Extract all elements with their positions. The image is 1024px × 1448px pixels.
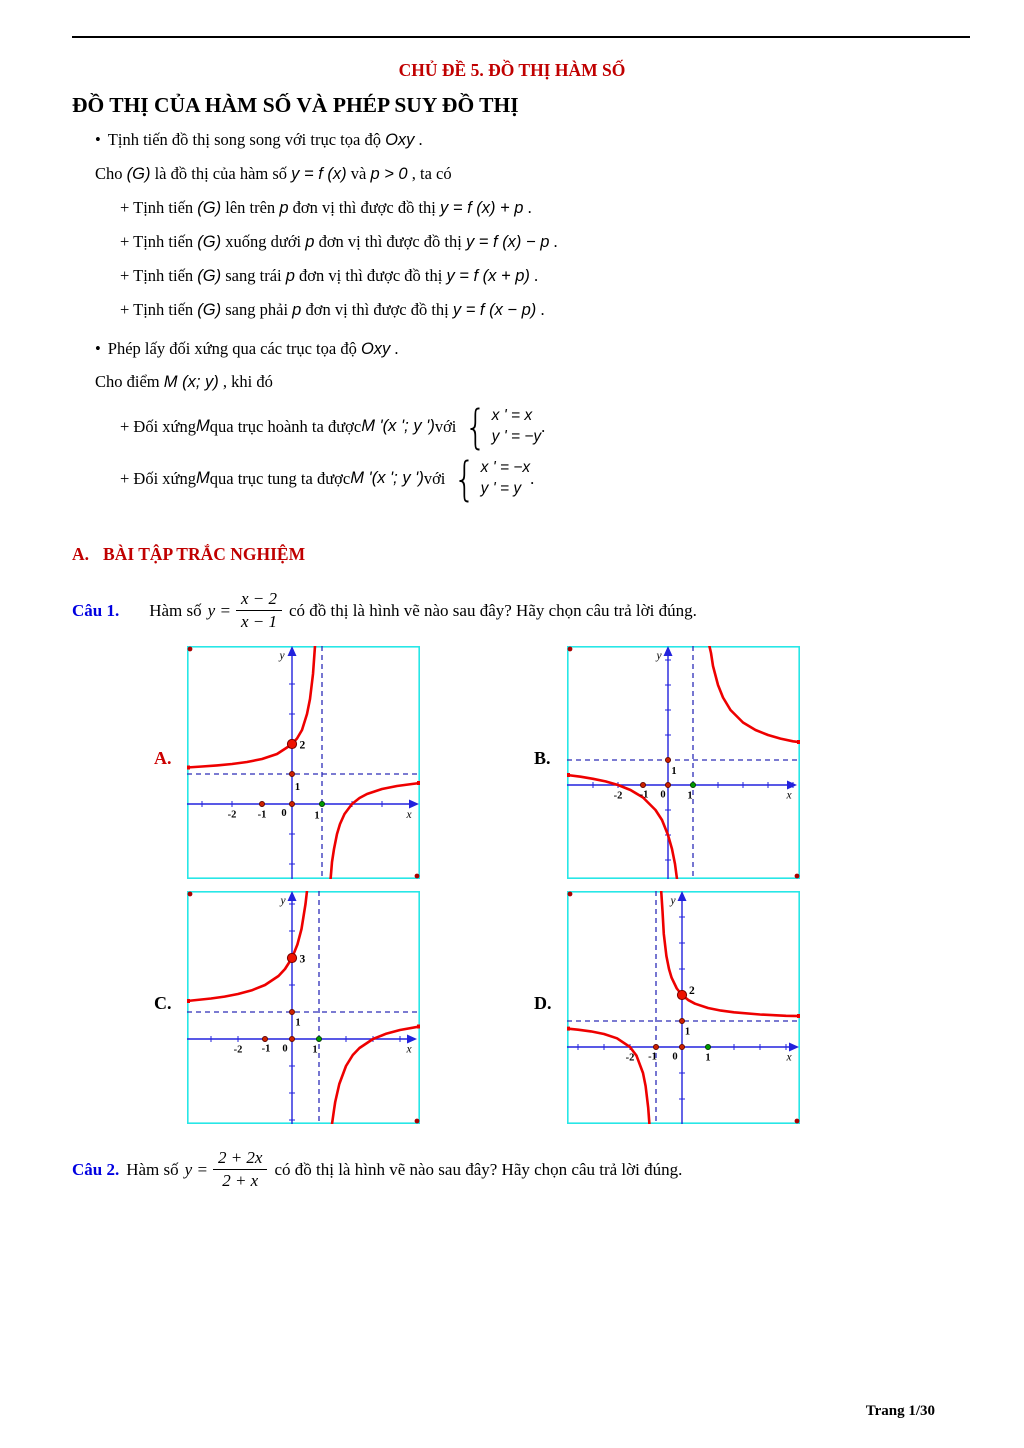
equation-line: y ' = y bbox=[480, 480, 522, 498]
math-segment: y = f (x − p) bbox=[452, 300, 537, 319]
math-segment: y = f (x) + p bbox=[440, 198, 524, 217]
text-segment: đơn vị thì được đồ thị bbox=[288, 197, 441, 217]
math-segment: (G) bbox=[197, 232, 222, 251]
x-tick-label: 1 bbox=[705, 1052, 711, 1064]
graph-d-plot bbox=[567, 891, 800, 1124]
text-segment: + Tịnh tiến bbox=[120, 231, 198, 251]
curve-endpoint bbox=[797, 1014, 800, 1018]
corner-point bbox=[568, 892, 573, 897]
x-tick-label: -1 bbox=[257, 809, 267, 821]
text-segment: . bbox=[523, 197, 532, 217]
marked-point bbox=[287, 954, 296, 963]
corner-point bbox=[188, 647, 193, 652]
text-segment: Cho bbox=[95, 163, 127, 183]
graph-option-b bbox=[534, 646, 800, 879]
text-segment: đơn vị thì được đồ thị bbox=[314, 231, 466, 251]
system-equations bbox=[492, 406, 541, 448]
point-minus1-0 bbox=[259, 802, 264, 807]
math-segment: (G) bbox=[197, 266, 222, 285]
math-segment: M bbox=[196, 469, 210, 488]
math-segment: (G) bbox=[197, 300, 222, 319]
x-axis-letter: x bbox=[786, 789, 792, 802]
text-segment: đơn vị thì được đồ thị bbox=[294, 265, 447, 285]
math-segment: y = f (x + p) bbox=[446, 266, 530, 285]
math-segment: (G) bbox=[197, 198, 222, 217]
question-2-label: Câu 2. bbox=[72, 1159, 120, 1179]
x-axis-letter: x bbox=[406, 809, 412, 822]
page-number: Trang 1/30 bbox=[865, 1403, 935, 1419]
x-tick-label: -1 bbox=[261, 1043, 271, 1055]
text-segment: với bbox=[423, 469, 446, 489]
question-1-y-equals: y = bbox=[207, 600, 231, 620]
y-tick-label: 1 bbox=[671, 766, 677, 778]
y-axis-letter: y bbox=[279, 650, 285, 663]
x-axis-arrow bbox=[789, 1043, 799, 1052]
hyperbola-left-branch bbox=[567, 1029, 649, 1124]
graph-option-a bbox=[154, 646, 420, 879]
marked-point bbox=[287, 740, 296, 749]
text-segment: và bbox=[346, 163, 371, 183]
curve-endpoint bbox=[187, 766, 190, 770]
plot-frame bbox=[568, 647, 799, 878]
x-tick-label: -2 bbox=[625, 1052, 635, 1064]
point-1-0 bbox=[316, 1037, 321, 1042]
theory-line-translate-down bbox=[120, 230, 952, 255]
origin-point bbox=[665, 783, 670, 788]
corner-point bbox=[415, 1119, 420, 1124]
graph-option-c bbox=[154, 891, 420, 1124]
x-tick-label: -1 bbox=[639, 789, 649, 801]
plot-frame bbox=[568, 892, 799, 1123]
theory-line-translate-left bbox=[120, 264, 952, 289]
fraction-denominator: 2 + x bbox=[222, 1171, 259, 1191]
point-1-0 bbox=[690, 783, 695, 788]
fraction-denominator: x − 1 bbox=[240, 612, 277, 632]
text-segment: là đồ thị của hàm số bbox=[150, 163, 292, 183]
section-a-title: BÀI TẬP TRẮC NGHIỆM bbox=[103, 544, 306, 565]
graph-d-label: D. bbox=[534, 993, 552, 1014]
graph-b-plot bbox=[567, 646, 800, 879]
x-tick-label: 0 bbox=[282, 1043, 288, 1055]
fraction-numerator: x − 2 bbox=[236, 589, 282, 611]
point-0-1 bbox=[679, 1019, 684, 1024]
text-segment: + Tịnh tiến bbox=[120, 299, 198, 319]
doc-title: CHỦ ĐỀ 5. ĐỒ THỊ HÀM SỐ bbox=[398, 60, 626, 80]
point-0-1 bbox=[289, 772, 294, 777]
theory-line-translate-up bbox=[120, 196, 952, 221]
text-segment: + Đối xứng bbox=[120, 469, 196, 489]
theory-line-reflect-x-axis bbox=[120, 400, 952, 455]
theory-line-intro bbox=[95, 162, 952, 187]
hyperbola-right-branch bbox=[332, 1027, 420, 1125]
x-tick-label: -2 bbox=[233, 1044, 243, 1056]
graph-row-1 bbox=[154, 646, 952, 879]
equation-line: x ' = −x bbox=[480, 459, 531, 477]
hyperbola-right-branch bbox=[331, 783, 420, 879]
main-heading: ĐỒ THỊ CỦA HÀM SỐ VÀ PHÉP SUY ĐỒ THỊ bbox=[72, 93, 519, 117]
text-segment: . bbox=[529, 265, 539, 285]
system-equations bbox=[481, 458, 530, 500]
x-axis-arrow bbox=[787, 781, 797, 790]
system-brace: { bbox=[454, 452, 477, 507]
math-segment: M '(x '; y ') bbox=[361, 417, 435, 436]
math-segment: M '(x '; y ') bbox=[350, 469, 424, 488]
text-segment: Phép lấy đối xứng qua các trục tọa độ bbox=[107, 338, 361, 358]
point-minus1-0 bbox=[640, 783, 645, 788]
math-segment: p bbox=[305, 232, 315, 251]
math-segment: Oxy bbox=[360, 339, 391, 358]
fraction-numerator: 2 + 2x bbox=[213, 1148, 268, 1170]
point-1-0 bbox=[319, 802, 324, 807]
point-1-0 bbox=[705, 1045, 710, 1050]
question-1-pre-text: Hàm số bbox=[149, 600, 202, 620]
y-axis-letter: y bbox=[280, 895, 286, 908]
math-segment: p bbox=[292, 300, 302, 319]
graph-c-label: C. bbox=[154, 993, 172, 1014]
text-segment: . bbox=[414, 130, 423, 149]
text-segment: . bbox=[541, 417, 546, 437]
marked-point-label: 2 bbox=[299, 739, 306, 752]
math-segment: y = f (x) bbox=[291, 164, 347, 183]
x-axis-arrow bbox=[409, 800, 419, 809]
x-tick-label: 1 bbox=[314, 810, 320, 822]
y-axis-letter: y bbox=[670, 895, 676, 908]
x-tick-label: 0 bbox=[660, 789, 666, 801]
text-segment: qua trục hoành ta được bbox=[209, 417, 362, 437]
curve-endpoint bbox=[187, 999, 190, 1003]
plot-frame bbox=[188, 892, 419, 1123]
text-segment: xuống dưới bbox=[221, 231, 306, 251]
point-minus1-0 bbox=[653, 1045, 658, 1050]
x-tick-label: -1 bbox=[648, 1051, 657, 1063]
text-segment: . bbox=[390, 338, 399, 358]
graph-row-2 bbox=[154, 891, 952, 1124]
text-segment: lên trên bbox=[221, 197, 280, 217]
question-1-post-text: có đồ thị là hình vẽ nào sau đây? Hãy chọn câu trả lời đúng. bbox=[288, 600, 697, 620]
text-segment: với bbox=[434, 417, 457, 437]
y-tick-label: 1 bbox=[295, 1017, 301, 1029]
section-a-label: A. bbox=[72, 544, 90, 565]
x-axis-letter: x bbox=[406, 1043, 412, 1056]
graph-c-plot bbox=[187, 891, 420, 1124]
question-2 bbox=[72, 1148, 952, 1191]
system-brace: { bbox=[465, 400, 487, 455]
hyperbola-right-branch bbox=[709, 646, 800, 742]
text-segment: Cho điểm bbox=[95, 372, 164, 392]
x-tick-label: 1 bbox=[687, 790, 693, 802]
corner-point bbox=[188, 892, 193, 897]
origin-point bbox=[289, 802, 294, 807]
x-tick-label: -2 bbox=[227, 809, 237, 821]
y-tick-label: 1 bbox=[294, 782, 301, 794]
x-tick-label: 1 bbox=[312, 1044, 318, 1056]
question-1-label: Câu 1. bbox=[72, 600, 120, 620]
math-segment: Oxy bbox=[385, 131, 415, 149]
text-segment: đơn vị thì được đồ thị bbox=[301, 299, 453, 319]
equation-system bbox=[450, 452, 531, 507]
x-axis-letter: x bbox=[786, 1051, 792, 1064]
bullet-dot: • bbox=[95, 338, 101, 358]
plot-frame bbox=[188, 647, 419, 878]
corner-point bbox=[795, 874, 800, 879]
question-1-fraction bbox=[236, 589, 282, 632]
text-segment: Tịnh tiến đồ thị song song với trục tọa độ bbox=[107, 130, 386, 149]
hyperbola-left-branch bbox=[187, 646, 315, 768]
graph-option-d bbox=[534, 891, 800, 1124]
question-2-y-equals: y = bbox=[184, 1159, 208, 1179]
marked-point-label: 3 bbox=[299, 953, 306, 966]
question-1 bbox=[72, 589, 952, 632]
bullet-dot: • bbox=[95, 130, 101, 149]
y-tick-label: 1 bbox=[684, 1026, 691, 1038]
x-axis-arrow bbox=[407, 1035, 417, 1044]
origin-point bbox=[679, 1045, 684, 1050]
math-segment: p bbox=[285, 266, 295, 285]
point-minus1-0 bbox=[262, 1037, 267, 1042]
point-0-1 bbox=[289, 1010, 294, 1015]
text-segment: + Đối xứng bbox=[120, 417, 196, 437]
x-tick-label: 0 bbox=[281, 808, 287, 820]
marked-point bbox=[677, 991, 686, 1000]
theory-line-reflection-bullet bbox=[95, 337, 952, 362]
graph-b-label: B. bbox=[534, 748, 551, 769]
curve-endpoint bbox=[417, 781, 420, 785]
text-segment: , khi đó bbox=[218, 372, 273, 392]
equation-line: y ' = −y bbox=[491, 428, 542, 446]
math-segment: p bbox=[279, 198, 289, 217]
text-segment: , ta có bbox=[407, 163, 452, 183]
graph-a-plot bbox=[187, 646, 420, 879]
y-axis-letter: y bbox=[656, 650, 662, 663]
math-segment: y = f (x) − p bbox=[465, 232, 550, 251]
curve-endpoint bbox=[797, 740, 800, 744]
text-segment: + Tịnh tiến bbox=[120, 265, 198, 285]
text-segment: . bbox=[530, 469, 535, 489]
theory-line-reflect-y-axis bbox=[120, 452, 952, 507]
curve-endpoint bbox=[567, 1027, 570, 1031]
text-segment: sang trái bbox=[221, 265, 286, 285]
theory-line-translate-bullet bbox=[95, 128, 952, 153]
corner-point bbox=[568, 647, 573, 652]
text-segment: . bbox=[549, 231, 558, 251]
curve-endpoint bbox=[417, 1025, 420, 1029]
graph-a-label: A. bbox=[154, 748, 172, 769]
math-segment: M (x; y) bbox=[163, 373, 219, 392]
x-tick-label: -2 bbox=[613, 790, 623, 802]
equation-line: x ' = x bbox=[491, 407, 533, 425]
theory-line-point-intro bbox=[95, 370, 952, 395]
point-0-1 bbox=[665, 758, 670, 763]
x-tick-label: 0 bbox=[672, 1051, 678, 1063]
text-segment: + Tịnh tiến bbox=[120, 197, 198, 217]
text-segment: . bbox=[536, 299, 545, 319]
corner-point bbox=[795, 1119, 800, 1124]
corner-point bbox=[415, 874, 420, 879]
math-segment: M bbox=[196, 417, 210, 436]
math-segment: p > 0 bbox=[370, 164, 408, 183]
text-segment: qua trục tung ta được bbox=[209, 469, 351, 489]
section-a-heading bbox=[72, 544, 952, 565]
text-segment: sang phải bbox=[221, 299, 293, 319]
question-2-fraction bbox=[213, 1148, 268, 1191]
marked-point-label: 2 bbox=[689, 985, 695, 998]
curve-endpoint bbox=[567, 773, 570, 777]
header-rule bbox=[72, 36, 970, 38]
origin-point bbox=[289, 1037, 294, 1042]
equation-system bbox=[461, 400, 542, 455]
theory-line-translate-right bbox=[120, 298, 952, 323]
question-2-pre-text: Hàm số bbox=[126, 1159, 179, 1179]
math-segment: (G) bbox=[126, 164, 151, 183]
question-2-post-text: có đồ thị là hình vẽ nào sau đây? Hãy chọn câu trả lời đúng. bbox=[274, 1159, 683, 1179]
